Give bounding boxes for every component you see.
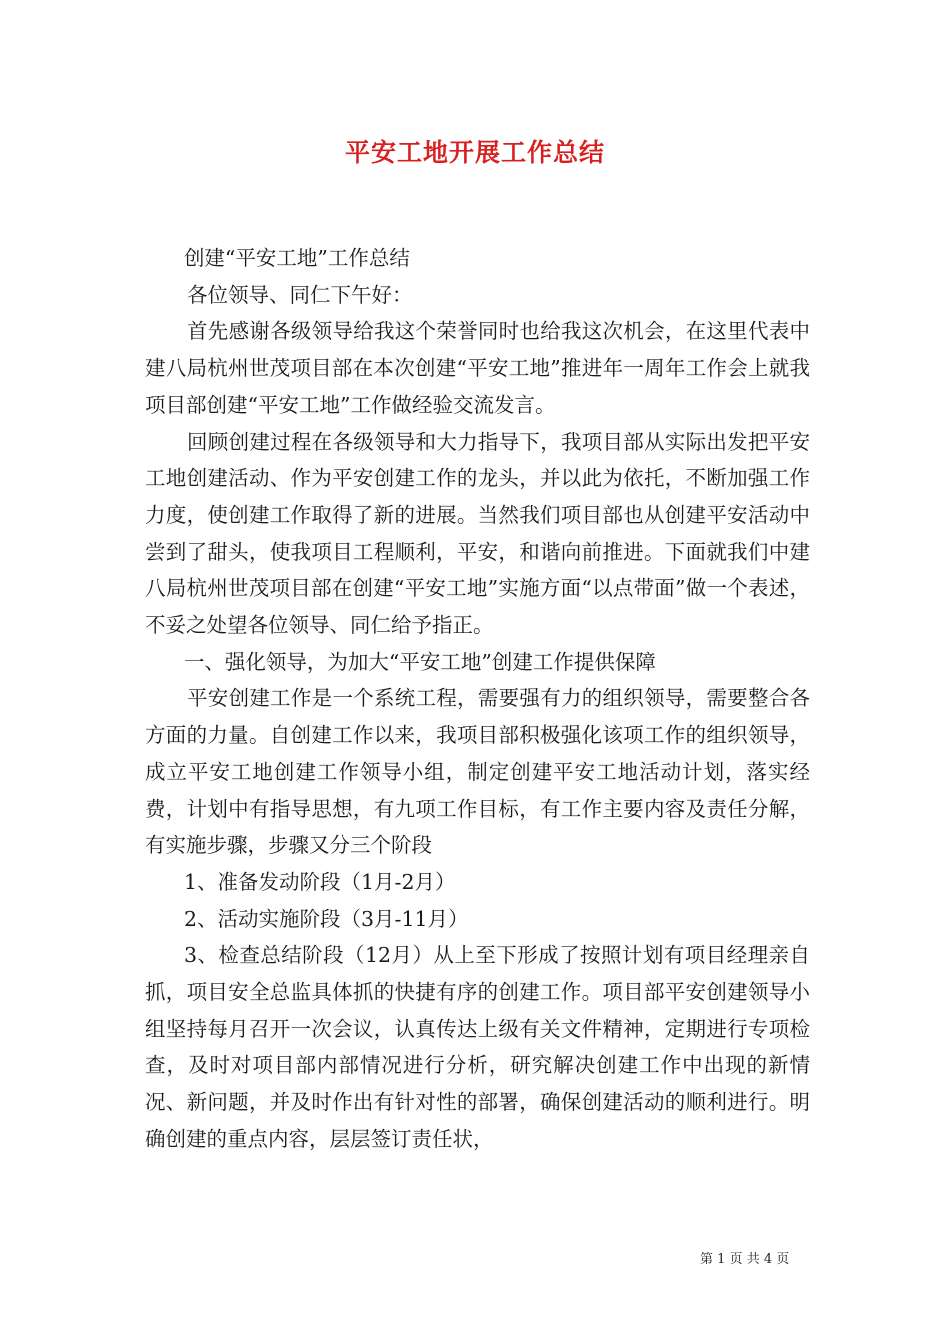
body-paragraph: 首先感谢各级领导给我这个荣誉同时也给我这次机会，在这里代表中建八局杭州世茂项目部在本次创建“平安工地”推进年一周年工作会上就我项目部创建“平安工地”工作做经验交流发言。 bbox=[145, 319, 810, 417]
document-title: 平安工地开展工作总结 bbox=[344, 138, 605, 167]
list-item: 1、准备发动阶段（1月-2月） bbox=[183, 869, 456, 894]
greeting-paragraph: 各位领导、同仁下午好： bbox=[187, 282, 413, 307]
footer-suffix: 页 bbox=[776, 1252, 790, 1267]
list-item: 3、检查总结阶段（12月）从上至下形成了按照计划有项目经理亲自抓，项目安全总监具体抓的快捷有序的创建工作。项目部平安创建领导小组坚持每月召开一次会议，认真传达上级有关文件精神，定期进行专项检查，及时对项目部内部情况进行分析，研究解决创建工作中出现的新情况、新问题，并及时作出有针对性的部署，确保创建活动的顺利进行。明确创建的重点内容，层层签订责任状， bbox=[145, 943, 810, 1151]
footer-prefix: 第 bbox=[700, 1252, 714, 1267]
list-item: 2、活动实施阶段（3月-11月） bbox=[183, 906, 469, 931]
section-heading: 一、强化领导，为加大“平安工地”创建工作提供保障 bbox=[183, 649, 656, 674]
body-paragraph: 平安创建工作是一个系统工程，需要强有力的组织领导，需要整合各方面的力量。自创建工作以来，我项目部积极强化该项工作的组织领导，成立平安工地创建工作领导小组，制定创建平安工地活动计划，落实经费，计划中有指导思想，有九项工作目标，有工作主要内容及责任分解，有实施步骤，步骤又分三个阶段 bbox=[145, 686, 810, 858]
footer-current-page: 1 bbox=[717, 1252, 726, 1267]
footer-total-pages: 4 bbox=[763, 1252, 773, 1267]
footer-middle: 页 共 bbox=[729, 1252, 760, 1267]
document-body bbox=[145, 240, 810, 1158]
body-paragraph: 回顾创建过程在各级领导和大力指导下，我项目部从实际出发把平安工地创建活动、作为平安创建工作的龙头，并以此为依托，不断加强工作力度，使创建工作取得了新的进展。当然我们项目部也从创建平安活动中尝到了甜头，使我项目工程顺利，平安，和谐向前推进。下面就我们中建八局杭州世茂项目部在创建“平安工地”实施方面“以点带面”做一个表述，不妥之处望各位领导、同仁给予指正。 bbox=[145, 429, 810, 638]
subtitle-paragraph: 创建“平安工地”工作总结 bbox=[183, 246, 410, 270]
page-number-footer bbox=[700, 1248, 789, 1267]
